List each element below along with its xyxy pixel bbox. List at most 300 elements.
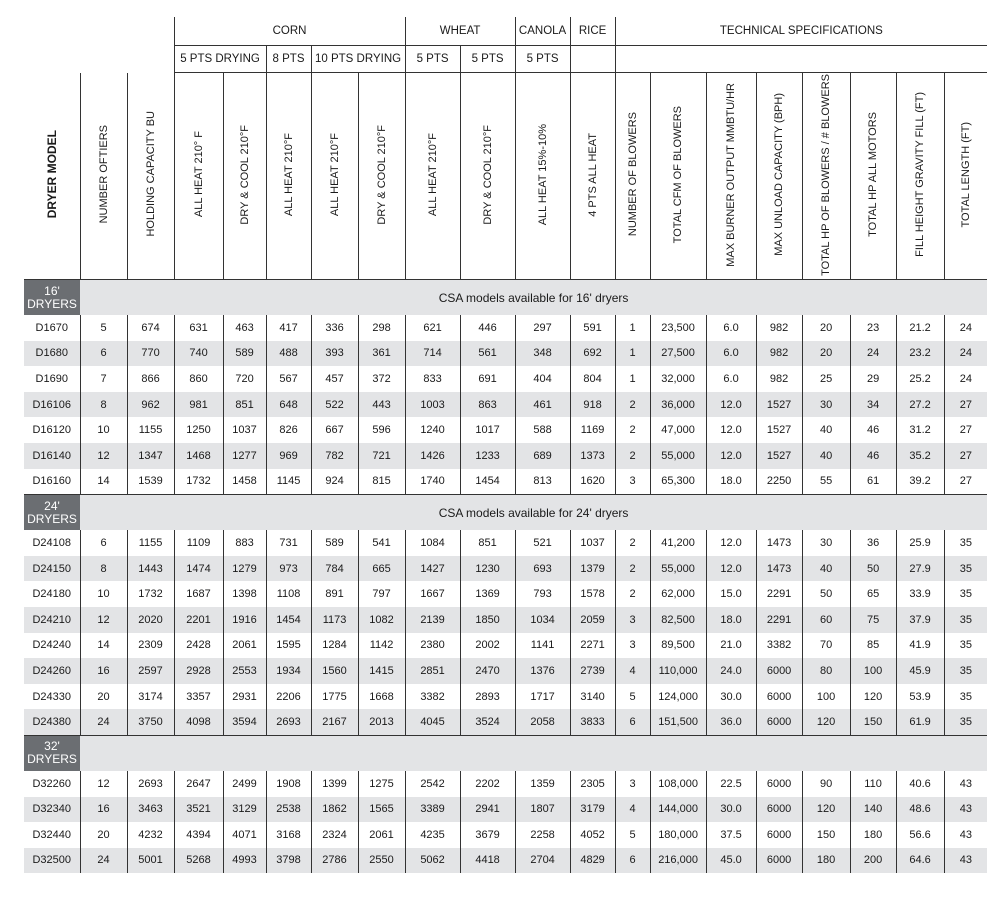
table-cell: 2928 bbox=[174, 658, 223, 684]
column-header bbox=[311, 73, 358, 280]
table-cell: 4 bbox=[615, 797, 650, 823]
table-cell: 1687 bbox=[174, 581, 223, 607]
table-cell: 1668 bbox=[358, 684, 405, 710]
table-row bbox=[24, 658, 987, 684]
table-cell: 2020 bbox=[127, 607, 174, 633]
table-cell: 3 bbox=[615, 633, 650, 659]
table-cell: 3 bbox=[615, 469, 650, 495]
sub-header-corn-5pts: 5 PTS DRYING bbox=[174, 46, 266, 73]
table-cell: 1560 bbox=[311, 658, 358, 684]
table-cell: 1473 bbox=[756, 530, 802, 556]
section-label bbox=[24, 280, 80, 316]
blank-subheader-cell bbox=[24, 46, 174, 73]
table-cell: 12.0 bbox=[706, 556, 756, 582]
table-cell: 20 bbox=[802, 341, 850, 367]
column-header-label: TOTAL HP OF BLOWERS / # BLOWERS bbox=[820, 73, 833, 276]
table-cell: 23,500 bbox=[650, 315, 706, 341]
table-cell: 588 bbox=[515, 417, 570, 443]
table-cell: 5 bbox=[615, 684, 650, 710]
table-cell: 2428 bbox=[174, 633, 223, 659]
section-label-line: DRYERS bbox=[27, 296, 77, 311]
table-cell: 5 bbox=[80, 315, 127, 341]
table-cell: 361 bbox=[358, 341, 405, 367]
table-cell: 1141 bbox=[515, 633, 570, 659]
dryer-model-cell: D24260 bbox=[24, 658, 80, 684]
table-cell: 200 bbox=[850, 848, 896, 874]
table-cell: 2553 bbox=[223, 658, 266, 684]
table-cell: 36 bbox=[850, 530, 896, 556]
table-cell: 65 bbox=[850, 581, 896, 607]
table-cell: 3174 bbox=[127, 684, 174, 710]
table-cell: 53.9 bbox=[896, 684, 944, 710]
dryer-model-cell: D32440 bbox=[32, 828, 72, 841]
table-row bbox=[24, 684, 987, 710]
dryer-model-cell: D16106 bbox=[24, 392, 80, 418]
section-label-line: DRYERS bbox=[27, 511, 77, 526]
column-header bbox=[127, 73, 174, 280]
dryer-model-cell: D16160 bbox=[32, 475, 72, 488]
table-cell: 1473 bbox=[756, 556, 802, 582]
column-header-label: TOTAL HP ALL MOTORS bbox=[867, 112, 880, 237]
table-cell: 140 bbox=[850, 797, 896, 823]
table-cell: 1732 bbox=[127, 581, 174, 607]
table-cell: 770 bbox=[127, 341, 174, 367]
table-cell: 2167 bbox=[311, 709, 358, 735]
table-cell: 80 bbox=[802, 658, 850, 684]
table-cell: 85 bbox=[850, 633, 896, 659]
table-cell: 297 bbox=[515, 315, 570, 341]
table-cell: 144,000 bbox=[650, 797, 706, 823]
table-cell: 891 bbox=[311, 581, 358, 607]
table-cell: 61 bbox=[850, 469, 896, 495]
table-cell: 561 bbox=[460, 341, 515, 367]
table-cell: 12 bbox=[80, 771, 127, 797]
table-cell: 567 bbox=[266, 366, 311, 392]
table-cell: 110 bbox=[850, 771, 896, 797]
table-cell: 348 bbox=[515, 341, 570, 367]
table-cell: 740 bbox=[174, 341, 223, 367]
column-header-label: ALL HEAT 15%-10% bbox=[536, 123, 549, 226]
table-cell: 151,500 bbox=[650, 709, 706, 735]
table-cell: 2 bbox=[615, 392, 650, 418]
table-row bbox=[24, 771, 987, 797]
column-header-label: HOLDING CAPACITY BU bbox=[144, 111, 157, 237]
column-header bbox=[24, 73, 80, 280]
table-cell: 969 bbox=[266, 443, 311, 469]
table-cell: 5001 bbox=[127, 848, 174, 874]
table-cell: 1230 bbox=[460, 556, 515, 582]
column-header-label: NUMBER OFTIERS bbox=[97, 125, 110, 224]
table-cell: 12.0 bbox=[706, 392, 756, 418]
dryer-model-cell: D32260 bbox=[32, 777, 72, 790]
column-header-label: DRYER MODEL bbox=[44, 130, 59, 219]
table-row bbox=[24, 366, 987, 392]
table-cell: 12 bbox=[80, 607, 127, 633]
table-cell: 45.9 bbox=[896, 658, 944, 684]
table-cell: 1399 bbox=[311, 771, 358, 797]
table-cell: 833 bbox=[405, 366, 460, 392]
table-cell: 60 bbox=[802, 607, 850, 633]
table-cell: 2380 bbox=[405, 633, 460, 659]
table-row bbox=[24, 709, 987, 735]
table-cell: 2291 bbox=[756, 607, 802, 633]
table-cell: 43 bbox=[944, 771, 987, 797]
table-cell: 1565 bbox=[358, 797, 405, 823]
table-cell: 3179 bbox=[570, 797, 615, 823]
table-cell: 82,500 bbox=[650, 607, 706, 633]
dryer-model-cell: D24108 bbox=[32, 536, 72, 549]
table-cell: 46 bbox=[850, 443, 896, 469]
table-cell: 521 bbox=[515, 530, 570, 556]
sub-header-row bbox=[24, 46, 987, 73]
column-header bbox=[706, 73, 756, 280]
table-cell: 981 bbox=[174, 392, 223, 418]
table-cell: 4232 bbox=[127, 822, 174, 848]
group-header-technical: TECHNICAL SPECIFICATIONS bbox=[615, 17, 987, 46]
table-cell: 12.0 bbox=[706, 417, 756, 443]
table-cell: 120 bbox=[850, 684, 896, 710]
column-header bbox=[405, 73, 460, 280]
table-cell: 1474 bbox=[174, 556, 223, 582]
dryer-spec-table bbox=[24, 17, 987, 873]
table-cell: 24 bbox=[80, 848, 127, 874]
sub-header-tech-empty bbox=[615, 46, 987, 73]
table-cell: 1233 bbox=[460, 443, 515, 469]
dryer-model-cell: D32340 bbox=[24, 797, 80, 823]
column-header bbox=[266, 73, 311, 280]
table-cell: 43 bbox=[944, 848, 987, 874]
table-cell: 40 bbox=[802, 417, 850, 443]
table-cell: 3382 bbox=[756, 633, 802, 659]
table-cell: 1359 bbox=[515, 771, 570, 797]
table-cell: 826 bbox=[266, 417, 311, 443]
table-cell: 372 bbox=[358, 366, 405, 392]
table-cell: 37.9 bbox=[896, 607, 944, 633]
table-cell: 10 bbox=[80, 417, 127, 443]
table-cell: 24 bbox=[944, 366, 987, 392]
table-cell: 43 bbox=[944, 822, 987, 848]
table-cell: 24 bbox=[944, 315, 987, 341]
table-cell: 2 bbox=[615, 417, 650, 443]
column-header bbox=[358, 73, 405, 280]
sub-header-wheat-5pts-a: 5 PTS bbox=[405, 46, 460, 73]
table-cell: 27 bbox=[944, 392, 987, 418]
table-cell: 23.2 bbox=[896, 341, 944, 367]
table-cell: 1527 bbox=[756, 443, 802, 469]
table-cell: 863 bbox=[460, 392, 515, 418]
table-cell: 2250 bbox=[756, 469, 802, 495]
table-cell: 667 bbox=[311, 417, 358, 443]
table-cell: 443 bbox=[358, 392, 405, 418]
section-label bbox=[24, 495, 80, 531]
table-cell: 463 bbox=[223, 315, 266, 341]
table-cell: 4045 bbox=[405, 709, 460, 735]
table-cell: 35 bbox=[944, 556, 987, 582]
table-cell: 973 bbox=[266, 556, 311, 582]
table-cell: 24 bbox=[944, 341, 987, 367]
table-cell: 70 bbox=[802, 633, 850, 659]
table-cell: 1108 bbox=[266, 581, 311, 607]
table-cell: 27.9 bbox=[896, 556, 944, 582]
table-cell: 1017 bbox=[460, 417, 515, 443]
table-row bbox=[24, 797, 987, 823]
table-cell: 720 bbox=[223, 366, 266, 392]
table-cell: 1427 bbox=[405, 556, 460, 582]
table-cell: 3 bbox=[615, 607, 650, 633]
table-cell: 1277 bbox=[223, 443, 266, 469]
table-cell: 45.0 bbox=[706, 848, 756, 874]
column-header-label: ALL HEAT 210° F bbox=[192, 131, 205, 218]
table-cell: 596 bbox=[358, 417, 405, 443]
column-header-label: MAX UNLOAD CAPACITY (BPH) bbox=[773, 93, 786, 256]
table-cell: 124,000 bbox=[650, 684, 706, 710]
table-cell: 1415 bbox=[358, 658, 405, 684]
column-header bbox=[615, 73, 650, 280]
table-row bbox=[24, 848, 987, 874]
table-cell: 962 bbox=[127, 392, 174, 418]
table-cell: 1250 bbox=[174, 417, 223, 443]
table-cell: 50 bbox=[802, 581, 850, 607]
table-cell: 18.0 bbox=[706, 607, 756, 633]
dryer-model-cell: D24150 bbox=[24, 556, 80, 582]
column-header-label: FILL HEIGHT GRAVITY FILL (FT) bbox=[914, 92, 927, 257]
table-cell: 1279 bbox=[223, 556, 266, 582]
column-header-label: DRY & COOL 210°F bbox=[481, 124, 494, 225]
table-cell: 2271 bbox=[570, 633, 615, 659]
table-cell: 1527 bbox=[756, 392, 802, 418]
table-cell: 180 bbox=[802, 848, 850, 874]
table-cell: 6.0 bbox=[706, 315, 756, 341]
table-cell: 2201 bbox=[174, 607, 223, 633]
table-cell: 1595 bbox=[266, 633, 311, 659]
table-cell: 35 bbox=[944, 607, 987, 633]
section-label-line: 24' bbox=[44, 498, 60, 513]
table-cell: 1527 bbox=[756, 417, 802, 443]
table-cell: 1169 bbox=[570, 417, 615, 443]
table-cell: 3524 bbox=[460, 709, 515, 735]
table-cell: 6 bbox=[80, 530, 127, 556]
table-row bbox=[24, 392, 987, 418]
table-cell: 1934 bbox=[266, 658, 311, 684]
table-cell: 12.0 bbox=[706, 443, 756, 469]
table-cell: 2893 bbox=[460, 684, 515, 710]
table-cell: 1037 bbox=[223, 417, 266, 443]
table-cell: 522 bbox=[311, 392, 358, 418]
table-cell: 793 bbox=[515, 581, 570, 607]
table-cell: 2202 bbox=[460, 771, 515, 797]
dryer-model-cell: D24240 bbox=[32, 639, 72, 652]
table-cell: 1468 bbox=[174, 443, 223, 469]
table-cell: 35.2 bbox=[896, 443, 944, 469]
table-cell: 417 bbox=[266, 315, 311, 341]
table-cell: 48.6 bbox=[896, 797, 944, 823]
column-header bbox=[944, 73, 987, 280]
table-cell: 2058 bbox=[515, 709, 570, 735]
table-cell: 1347 bbox=[127, 443, 174, 469]
table-cell: 1458 bbox=[223, 469, 266, 495]
table-cell: 4 bbox=[615, 658, 650, 684]
table-cell: 1376 bbox=[515, 658, 570, 684]
table-cell: 631 bbox=[174, 315, 223, 341]
table-cell: 35 bbox=[944, 658, 987, 684]
column-header bbox=[802, 73, 850, 280]
section-label-line: 32' bbox=[44, 739, 60, 754]
table-cell: 15.0 bbox=[706, 581, 756, 607]
table-row bbox=[24, 607, 987, 633]
table-cell: 3129 bbox=[223, 797, 266, 823]
table-cell: 1539 bbox=[127, 469, 174, 495]
table-cell: 150 bbox=[802, 822, 850, 848]
table-cell: 150 bbox=[850, 709, 896, 735]
table-cell: 3750 bbox=[127, 709, 174, 735]
table-cell: 918 bbox=[570, 392, 615, 418]
table-cell: 851 bbox=[223, 392, 266, 418]
table-cell: 883 bbox=[223, 530, 266, 556]
table-cell: 1398 bbox=[223, 581, 266, 607]
table-cell: 446 bbox=[460, 315, 515, 341]
table-cell: 1740 bbox=[405, 469, 460, 495]
table-cell: 2059 bbox=[570, 607, 615, 633]
table-cell: 3382 bbox=[405, 684, 460, 710]
table-cell: 782 bbox=[311, 443, 358, 469]
table-cell: 6000 bbox=[756, 709, 802, 735]
table-cell: 1275 bbox=[358, 771, 405, 797]
table-cell: 31.2 bbox=[896, 417, 944, 443]
table-cell: 2139 bbox=[405, 607, 460, 633]
table-cell: 41,200 bbox=[650, 530, 706, 556]
table-cell: 1 bbox=[615, 341, 650, 367]
table-cell: 12.0 bbox=[706, 530, 756, 556]
table-cell: 35 bbox=[944, 709, 987, 735]
table-row bbox=[24, 556, 987, 582]
table-cell: 2291 bbox=[756, 581, 802, 607]
table-cell: 336 bbox=[311, 315, 358, 341]
table-cell: 34 bbox=[850, 392, 896, 418]
table-cell: 589 bbox=[223, 341, 266, 367]
table-cell: 982 bbox=[756, 341, 802, 367]
column-header-label: NUMBER OF BLOWERS bbox=[626, 112, 639, 237]
table-cell: 2002 bbox=[460, 633, 515, 659]
dryer-model-cell: D1690 bbox=[35, 372, 68, 385]
table-cell: 298 bbox=[358, 315, 405, 341]
dryer-model-cell: D24210 bbox=[24, 607, 80, 633]
table-cell: 41.9 bbox=[896, 633, 944, 659]
table-row bbox=[24, 341, 987, 367]
column-header bbox=[80, 73, 127, 280]
table-cell: 1775 bbox=[311, 684, 358, 710]
table-cell: 3168 bbox=[266, 822, 311, 848]
table-cell: 36,000 bbox=[650, 392, 706, 418]
table-cell: 2542 bbox=[405, 771, 460, 797]
table-cell: 2470 bbox=[460, 658, 515, 684]
table-cell: 2550 bbox=[358, 848, 405, 874]
table-cell: 6 bbox=[615, 848, 650, 874]
section-label-line: 16' bbox=[44, 283, 60, 298]
table-cell: 100 bbox=[850, 658, 896, 684]
table-cell: 621 bbox=[405, 315, 460, 341]
table-cell: 6.0 bbox=[706, 341, 756, 367]
table-cell: 461 bbox=[515, 392, 570, 418]
table-cell: 689 bbox=[515, 443, 570, 469]
table-cell: 714 bbox=[405, 341, 460, 367]
table-cell: 6 bbox=[615, 709, 650, 735]
table-cell: 4071 bbox=[223, 822, 266, 848]
table-cell: 55 bbox=[802, 469, 850, 495]
table-cell: 3140 bbox=[570, 684, 615, 710]
table-cell: 866 bbox=[127, 366, 174, 392]
table-cell: 2693 bbox=[266, 709, 311, 735]
table-row bbox=[24, 581, 987, 607]
table-cell: 721 bbox=[358, 443, 405, 469]
table-cell: 27,500 bbox=[650, 341, 706, 367]
column-header bbox=[756, 73, 802, 280]
table-cell: 692 bbox=[570, 341, 615, 367]
column-header bbox=[896, 73, 944, 280]
table-cell: 2597 bbox=[127, 658, 174, 684]
table-cell: 100 bbox=[802, 684, 850, 710]
table-cell: 1173 bbox=[311, 607, 358, 633]
section-header-row bbox=[24, 280, 987, 316]
table-cell: 108,000 bbox=[650, 771, 706, 797]
table-cell: 804 bbox=[570, 366, 615, 392]
table-cell: 589 bbox=[311, 530, 358, 556]
table-cell: 47,000 bbox=[650, 417, 706, 443]
table-cell: 35 bbox=[944, 684, 987, 710]
table-cell: 1240 bbox=[405, 417, 460, 443]
blank-header-cell bbox=[24, 17, 174, 46]
table-row bbox=[24, 469, 987, 495]
table-body bbox=[24, 280, 987, 874]
table-cell: 1142 bbox=[358, 633, 405, 659]
group-header-wheat: WHEAT bbox=[405, 17, 515, 46]
table-cell: 2206 bbox=[266, 684, 311, 710]
sub-header-canola-5pts: 5 PTS bbox=[515, 46, 570, 73]
table-cell: 27 bbox=[944, 469, 987, 495]
table-cell: 24 bbox=[850, 341, 896, 367]
table-cell: 37.5 bbox=[706, 822, 756, 848]
table-cell: 39.2 bbox=[896, 469, 944, 495]
table-cell: 1373 bbox=[570, 443, 615, 469]
table-cell: 20 bbox=[80, 684, 127, 710]
table-cell: 648 bbox=[266, 392, 311, 418]
table-cell: 2061 bbox=[358, 822, 405, 848]
table-cell: 1284 bbox=[311, 633, 358, 659]
column-header bbox=[515, 73, 570, 280]
table-cell: 982 bbox=[756, 366, 802, 392]
table-cell: 591 bbox=[570, 315, 615, 341]
dryer-model-cell: D32500 bbox=[24, 848, 80, 874]
column-header-label: ALL HEAT 210°F bbox=[328, 132, 341, 217]
table-cell: 1 bbox=[615, 315, 650, 341]
table-cell: 860 bbox=[174, 366, 223, 392]
table-cell: 1454 bbox=[460, 469, 515, 495]
table-cell: 35 bbox=[944, 633, 987, 659]
column-header-label: TOTAL CFM OF BLOWERS bbox=[672, 105, 685, 244]
table-cell: 982 bbox=[756, 315, 802, 341]
section-note bbox=[80, 735, 987, 771]
dryer-model-cell: D1670 bbox=[35, 321, 68, 334]
table-cell: 36.0 bbox=[706, 709, 756, 735]
table-cell: 1084 bbox=[405, 530, 460, 556]
table-cell: 24 bbox=[80, 709, 127, 735]
column-header bbox=[650, 73, 706, 280]
table-cell: 2538 bbox=[266, 797, 311, 823]
section-note: CSA models available for 24' dryers bbox=[80, 495, 987, 531]
table-cell: 693 bbox=[515, 556, 570, 582]
table-cell: 691 bbox=[460, 366, 515, 392]
column-header bbox=[850, 73, 896, 280]
table-cell: 20 bbox=[80, 822, 127, 848]
